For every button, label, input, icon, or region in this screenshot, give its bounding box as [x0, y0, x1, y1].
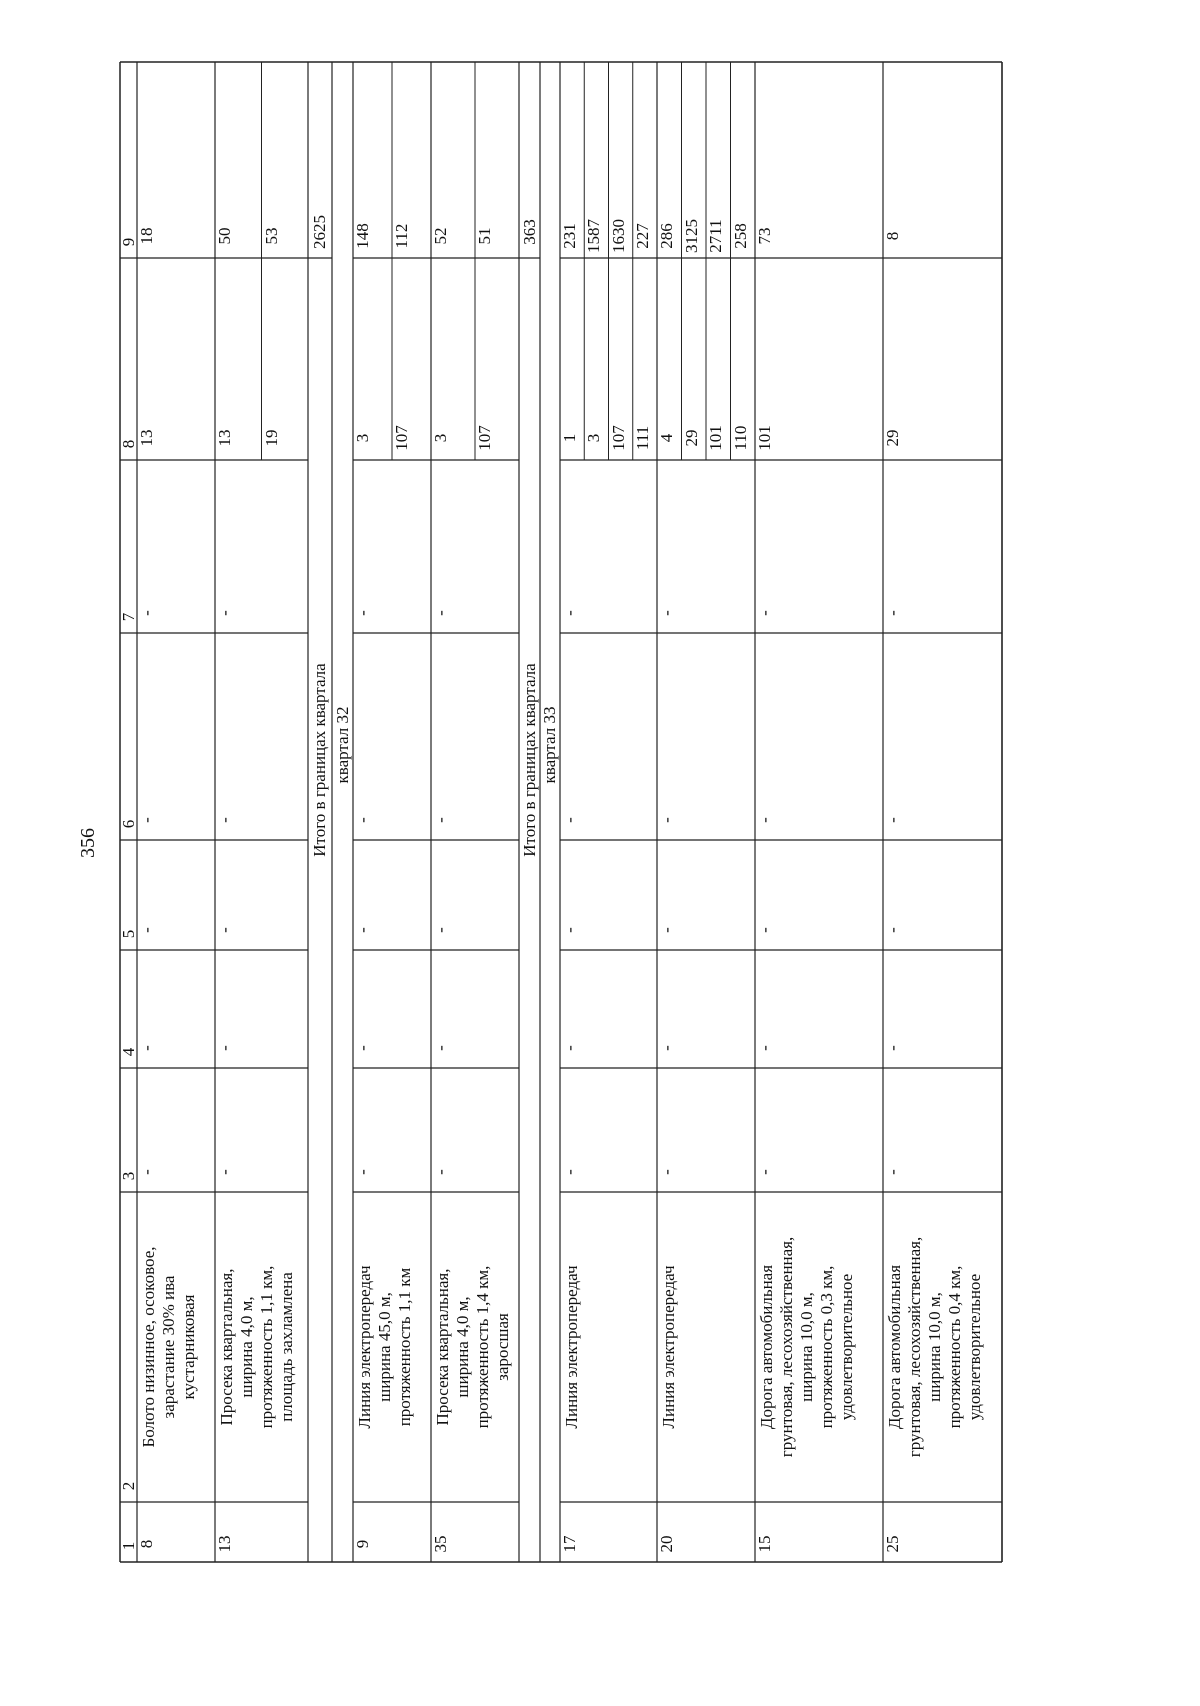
total-value: 363: [519, 219, 539, 245]
cell-col8-value: 13: [137, 429, 156, 447]
cell-dash-3: -: [353, 1169, 372, 1175]
cell-dash-7: -: [657, 610, 676, 616]
cell-col8-value: 107: [475, 425, 494, 451]
object-description: Дорога автомобильная грунтовая, лесохозяйственная, ширина 10,0 м, протяженность 0,3 км, удовлетворительное: [757, 1236, 856, 1458]
object-description: Дорога автомобильная грунтовая, лесохозяйственная, ширина 10,0 м, протяженность 0,4 км, удовлетворительное: [885, 1236, 984, 1458]
object-description: Просека квартальная, ширина 4,0 м, протяженность 1,1 км, площадь захламлена: [217, 1265, 296, 1429]
column-header-9: 9: [119, 237, 138, 247]
row-number: 13: [215, 1535, 234, 1553]
cell-dash-6: -: [353, 817, 372, 823]
cell-dash-6: -: [431, 817, 450, 823]
cell-dash-5: -: [215, 927, 234, 933]
cell-col8-value: 3: [584, 433, 604, 443]
total-value: 2625: [310, 215, 329, 249]
cell-dash-5: -: [883, 927, 902, 933]
cell-col9-value: 231: [560, 223, 579, 249]
column-header-5: 5: [119, 929, 138, 939]
section-title: квартал 33: [540, 706, 559, 784]
cell-col9-value: 258: [730, 223, 750, 249]
cell-col9-value: 50: [215, 227, 234, 245]
column-header-1: 1: [119, 1541, 138, 1551]
column-header-4: 4: [119, 1047, 138, 1057]
cell-col8-value: 1: [560, 433, 579, 443]
cell-dash-5: -: [755, 927, 774, 933]
cell-col9-value: 1630: [608, 219, 628, 253]
cell-col8-value: 29: [883, 429, 902, 447]
cell-dash-3: -: [215, 1169, 234, 1175]
cell-col8-value: 101: [755, 425, 774, 451]
cell-dash-4: -: [137, 1045, 156, 1051]
cell-col8-value: 29: [681, 429, 701, 447]
column-header-7: 7: [119, 612, 138, 622]
column-header-2: 2: [119, 1481, 138, 1491]
row-number: 8: [137, 1539, 156, 1549]
cell-col9-value: 1587: [584, 219, 604, 253]
cell-col8-value: 107: [608, 425, 628, 451]
cell-dash-3: -: [755, 1169, 774, 1175]
cell-dash-3: -: [137, 1169, 156, 1175]
cell-dash-6: -: [560, 817, 579, 823]
cell-col9-value: 51: [475, 227, 494, 245]
cell-col8-value: 3: [431, 433, 450, 443]
cell-dash-6: -: [883, 817, 902, 823]
cell-dash-5: -: [560, 927, 579, 933]
column-header-6: 6: [119, 819, 138, 829]
total-label: Итого в границах квартала: [519, 663, 539, 857]
cell-dash-6: -: [215, 817, 234, 823]
object-description: Линия электропередач ширина 45,0 м, протяженность 1,1 км: [355, 1265, 414, 1429]
cell-dash-4: -: [560, 1045, 579, 1051]
cell-dash-7: -: [215, 610, 234, 616]
column-header-3: 3: [119, 1171, 138, 1181]
cell-dash-4: -: [353, 1045, 372, 1051]
cell-col9-value: 53: [261, 227, 281, 245]
cell-dash-4: -: [657, 1045, 676, 1051]
row-number: 17: [560, 1535, 579, 1553]
cell-col9-value: 148: [353, 223, 372, 249]
cell-col8-value: 13: [215, 429, 234, 447]
column-header-8: 8: [119, 439, 138, 449]
cell-col9-value: 52: [431, 227, 450, 245]
cell-col9-value: 3125: [681, 219, 701, 253]
cell-col9-value: 2711: [706, 219, 725, 253]
section-title: квартал 32: [332, 706, 352, 784]
cell-dash-4: -: [215, 1045, 234, 1051]
cell-dash-3: -: [883, 1169, 902, 1175]
cell-col8-value: 110: [730, 425, 750, 451]
cell-dash-7: -: [755, 610, 774, 616]
cell-col8-value: 101: [706, 425, 725, 451]
row-number: 35: [431, 1535, 450, 1553]
cell-dash-4: -: [883, 1045, 902, 1051]
object-description: Линия электропередач: [659, 1265, 678, 1429]
cell-col8-value: 111: [632, 425, 652, 451]
row-number: 25: [883, 1535, 902, 1553]
cell-dash-7: -: [137, 610, 156, 616]
row-number: 20: [657, 1535, 676, 1553]
cell-col9-value: 286: [657, 223, 676, 249]
total-label: Итого в границах квартала: [310, 663, 329, 857]
cell-col9-value: 8: [883, 231, 902, 241]
object-description: Линия электропередач: [562, 1265, 581, 1429]
cell-col8-value: 19: [261, 429, 281, 447]
cell-dash-5: -: [137, 927, 156, 933]
row-number: 15: [755, 1535, 774, 1553]
cell-dash-5: -: [431, 927, 450, 933]
cell-dash-7: -: [431, 610, 450, 616]
row-number: 9: [353, 1539, 372, 1549]
cell-dash-6: -: [755, 817, 774, 823]
cell-dash-4: -: [755, 1045, 774, 1051]
cell-dash-7: -: [883, 610, 902, 616]
cell-col9-value: 112: [392, 223, 411, 249]
object-description: Просека квартальная, ширина 4,0 м, протяженность 1,4 км, заросшая: [433, 1265, 512, 1429]
cell-dash-5: -: [657, 927, 676, 933]
object-description: Болото низинное, осоковое, зарастание 30% ива кустарниковая: [139, 1246, 198, 1448]
cell-dash-7: -: [560, 610, 579, 616]
page-number: 356: [77, 828, 99, 858]
cell-dash-6: -: [137, 817, 156, 823]
cell-dash-3: -: [560, 1169, 579, 1175]
cell-dash-5: -: [353, 927, 372, 933]
cell-col8-value: 4: [657, 433, 676, 443]
cell-dash-6: -: [657, 817, 676, 823]
cell-dash-4: -: [431, 1045, 450, 1051]
cell-dash-3: -: [431, 1169, 450, 1175]
cell-dash-3: -: [657, 1169, 676, 1175]
cell-col8-value: 3: [353, 433, 372, 443]
cell-col9-value: 18: [137, 227, 156, 245]
cell-dash-7: -: [353, 610, 372, 616]
cell-col9-value: 73: [755, 227, 774, 245]
cell-col9-value: 227: [632, 223, 652, 249]
cell-col8-value: 107: [392, 425, 411, 451]
